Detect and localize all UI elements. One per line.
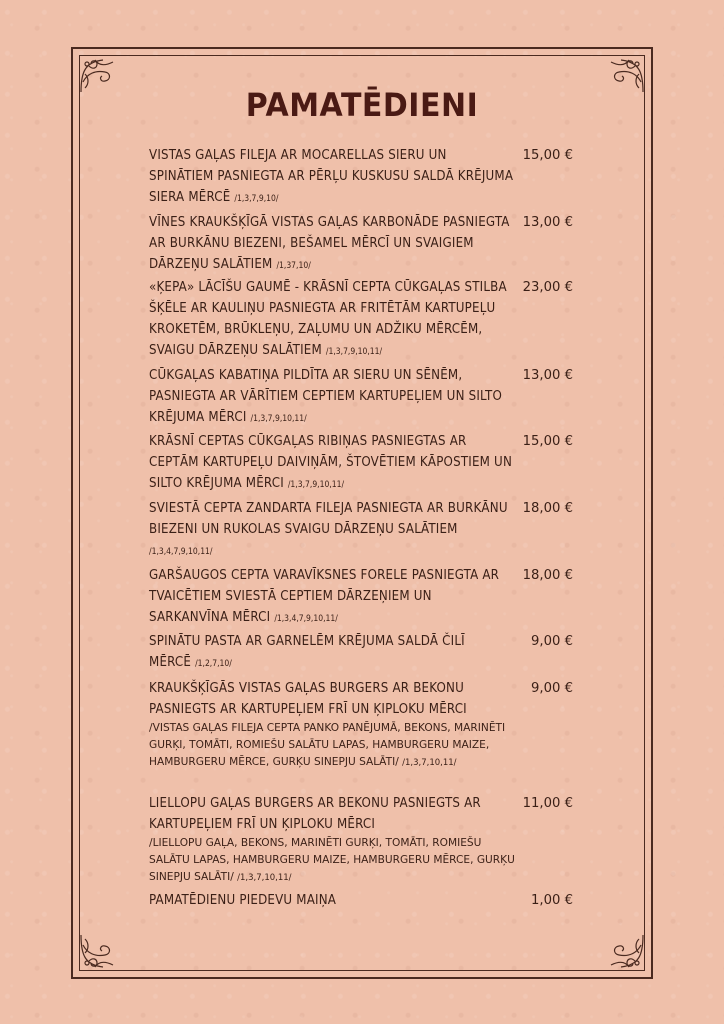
menu-item-name: LIELLOPU GAĻAS BURGERS AR BEKONU PASNIEGTS AR KARTUPEĻIEM FRĪ UN ĶIPLOKU MĒRCI xyxy=(149,796,481,832)
menu-item-name: KRAUKŠĶĪGĀS VISTAS GAĻAS BURGERS AR BEKONU PASNIEGTS AR KARTUPEĻIEM FRĪ UN ĶIPLOKU MĒRCI xyxy=(149,681,467,717)
menu-item-allergens: /1,37,10/ xyxy=(276,261,311,271)
menu-item-price: 11,00 € xyxy=(522,796,573,811)
menu-item-name: «ĶEPA» LĀCĪŠU GAUMĒ - KRĀSNĪ CEPTA CŪKGAĻAS STILBA ŠĶĒLE AR KAULIŅU PASNIEGTA AR FRITĒTĀM KARTUPEĻU KROKETĒM, BRŪKLEŅU, ZAĻUMU UN ADŽIKU MĒRCĒM, SVAIGU DĀRZEŅU SALĀTIEM xyxy=(149,280,507,358)
menu-item-price: 18,00 € xyxy=(522,568,573,583)
menu-item-description: /LIELLOPU GAĻA, BEKONS, MARINĒTI GURĶI, TOMĀTI, ROMIEŠU SALĀTU LAPAS, HAMBURGERU MAIZE, HAMBURGERU MĒRCE, GURĶU SINEPJU SALĀTI/ xyxy=(149,837,515,883)
menu-item-name: VĪNES KRAUKŠĶĪGĀ VISTAS GAĻAS KARBONĀDE PASNIEGTA AR BURKĀNU BIEZENI, BEŠAMEL MĒRCĪ UN SVAIGIEM DĀRZEŅU SALĀTIEM xyxy=(149,215,510,272)
corner-ornament-icon xyxy=(589,915,649,975)
menu-item xyxy=(149,431,573,496)
menu-item-allergens: /1,3,7,9,10,11/ xyxy=(250,414,307,424)
menu-item-name: GARŠAUGOS CEPTA VARAVĪKSNES FORELE PASNIEGTA AR TVAICĒTIEM SVIESTĀ CEPTIEM DĀRZEŅIEM UN SARKANVĪNA MĒRCI xyxy=(149,568,500,625)
menu-item-name: CŪKGAĻAS KABATIŅA PILDĪTA AR SIERU UN SĒNĒM, PASNIEGTA AR VĀRĪTIEM CEPTIEM KARTUPEĻIEM UN SILTO KRĒJUMA MĒRCI xyxy=(149,368,503,425)
menu-item-description: /VISTAS GAĻAS FILEJA CEPTA PANKO PANĒJUMĀ, BEKONS, MARINĒTI GURĶI, TOMĀTI, ROMIEŠU SALĀTU LAPAS, HAMBURGERU MAIZE, HAMBURGERU MĒRCE, GURĶU SINEPJU SALĀTI/ xyxy=(149,722,506,768)
menu-item-allergens: /1,2,7,10/ xyxy=(195,659,232,669)
menu-item xyxy=(149,212,573,277)
menu-item-price: 13,00 € xyxy=(522,215,573,230)
menu-item-allergens: /1,3,7,10,11/ xyxy=(237,873,292,883)
menu-item-price: 13,00 € xyxy=(522,368,573,383)
menu-item-name: VISTAS GAĻAS FILEJA AR MOCARELLAS SIERU UN SPINĀTIEM PASNIEGTA AR PĒRĻU KUSKUSU SALDĀ KRĒJUMA SIERA MĒRCĒ xyxy=(149,148,514,205)
menu-item xyxy=(149,678,573,772)
menu-item xyxy=(149,793,573,887)
menu-item xyxy=(149,277,573,363)
menu-item-price: 18,00 € xyxy=(522,501,573,516)
menu-item-price: 1,00 € xyxy=(531,893,573,908)
menu-item xyxy=(149,365,573,430)
menu-item xyxy=(149,631,573,675)
menu-item-price: 9,00 € xyxy=(531,634,573,649)
menu-item-allergens: /1,3,4,7,9,10,11/ xyxy=(274,614,338,624)
menu-item-allergens: /1,3,4,7,9,10,11/ xyxy=(149,547,213,557)
menu-item xyxy=(149,890,573,911)
menu-item xyxy=(149,145,573,210)
menu-item-allergens: /1,3,7,9,10,11/ xyxy=(287,480,345,490)
menu-item-name: SPINĀTU PASTA AR GARNELĒM KRĒJUMA SALDĀ ČILĪ MĒRCĒ xyxy=(149,634,465,670)
page-title: PAMATĒDIENI xyxy=(245,86,479,125)
menu-item xyxy=(149,498,573,563)
menu-item-name: KRĀSNĪ CEPTAS CŪKGAĻAS RIBIŅAS PASNIEGTAS AR CEPTĀM KARTUPEĻU DAIVIŅĀM, ŠTOVĒTIEM KĀPOSTIEM UN SILTO KRĒJUMA MĒRCI xyxy=(149,434,513,491)
menu-item xyxy=(149,565,573,630)
menu-item-allergens: /1,3,7,9,10/ xyxy=(234,194,279,204)
menu-item-price: 15,00 € xyxy=(522,148,573,163)
menu-item-name: PAMATĒDIENU PIEDEVU MAIŅA xyxy=(149,893,337,908)
menu-item-allergens: /1,3,7,10,11/ xyxy=(402,758,457,768)
corner-ornament-icon xyxy=(75,915,135,975)
menu-item-allergens: /1,3,7,9,10,11/ xyxy=(325,347,383,357)
menu-item-price: 9,00 € xyxy=(531,681,573,696)
menu-item-name: SVIESTĀ CEPTA ZANDARTA FILEJA PASNIEGTA AR BURKĀNU BIEZENI UN RUKOLAS SVAIGU DĀRZEŅU SALĀTIEM xyxy=(149,501,508,537)
menu-item-price: 15,00 € xyxy=(522,434,573,449)
menu-item-price: 23,00 € xyxy=(522,280,573,295)
